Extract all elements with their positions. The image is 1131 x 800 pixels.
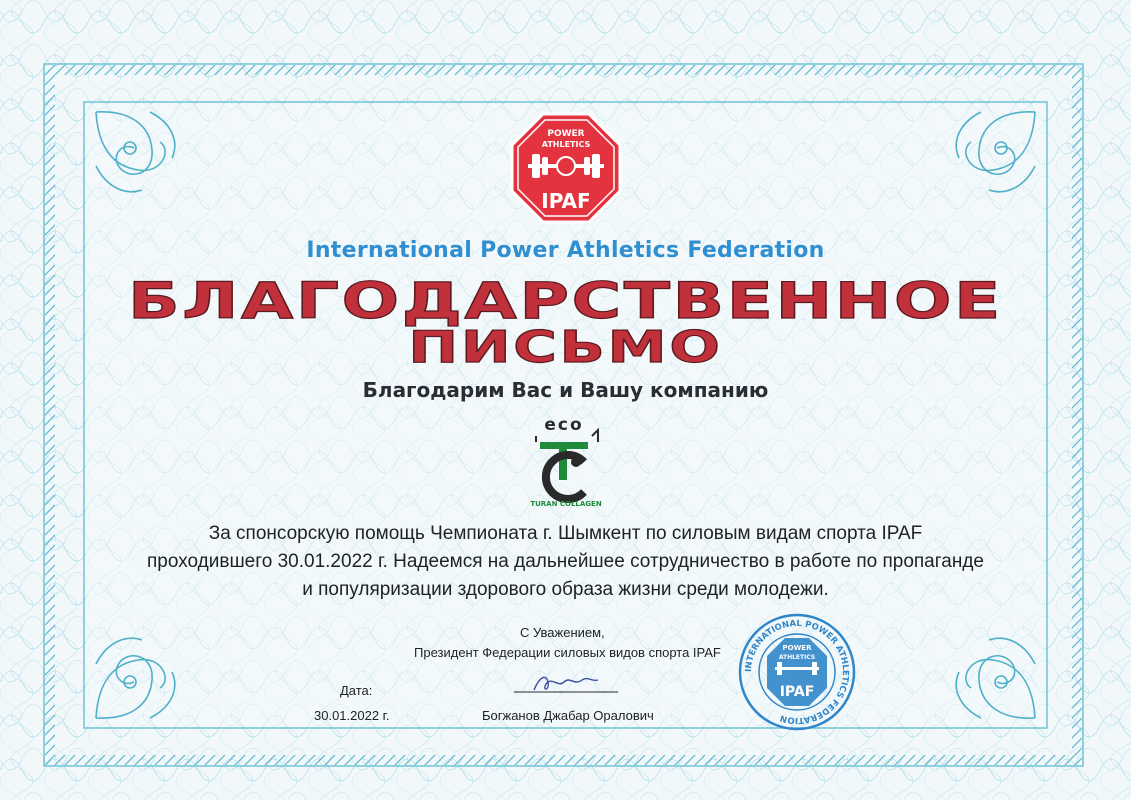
logo-top-line2: ATHLETICS	[541, 140, 591, 149]
body-text	[0, 520, 1131, 604]
certificate-title-line1: БЛАГОДАРСТВЕННОЕ	[128, 272, 1003, 330]
body-line-3: и популяризации здорового образа жизни среди молодежи.	[302, 579, 829, 600]
stamp-line1: POWER	[782, 644, 812, 652]
certificate-title-line2: ПИСЬМО	[408, 322, 723, 373]
sponsor-logo-top: eco	[544, 415, 584, 435]
logo-top-line3: IPAF	[541, 189, 591, 213]
signatory-position: Президент Федерации силовых видов спорта IPAF	[414, 645, 721, 660]
stamp-line3: IPAF	[779, 684, 815, 700]
signatory-name: Богжанов Джабар Оралович	[482, 708, 654, 723]
regards-text: С Уважением,	[520, 625, 605, 640]
organization-name: International Power Athletics Federation	[306, 238, 825, 263]
stamp-line2: ATHLETICS	[778, 654, 816, 661]
logo-top-line1: POWER	[547, 129, 585, 139]
ipaf-stamp	[737, 612, 857, 732]
barbell-icon	[528, 154, 604, 178]
body-line-2: проходившего 30.01.2022 г. Надеемся на дальнейшее сотрудничество в работе по пропаганде	[147, 551, 984, 572]
signature	[512, 668, 622, 698]
turan-collagen-logo	[526, 410, 606, 510]
date-value: 30.01.2022 г.	[314, 708, 390, 723]
body-line-1: За спонсорскую помощь Чемпионата г. Шымкент по силовым видам спорта IPAF	[208, 523, 923, 544]
thanks-line: Благодарим Вас и Вашу компанию	[362, 378, 769, 402]
date-label: Дата:	[340, 683, 373, 698]
ipaf-logo-top	[510, 112, 622, 224]
stamp-ring-text: INTERNATIONAL POWER ATHLETICS FEDERATION	[743, 618, 851, 726]
sponsor-logo-bottom: TURAN COLLAGEN	[530, 500, 602, 508]
